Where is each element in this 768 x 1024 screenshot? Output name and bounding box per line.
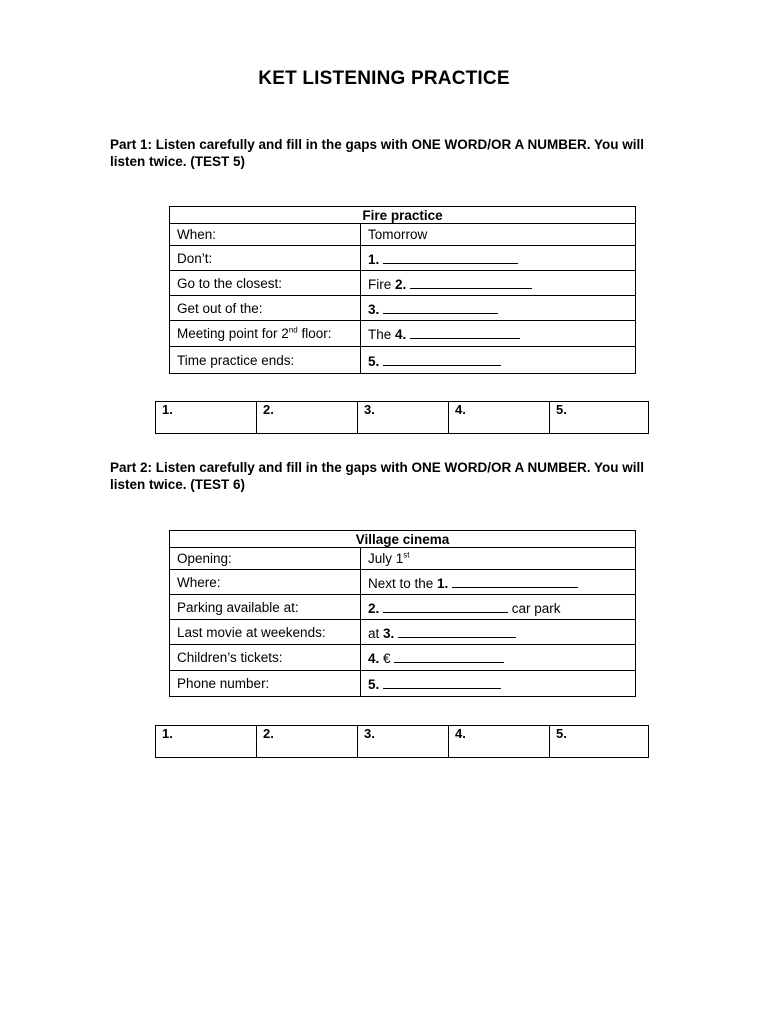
row-prefix: The <box>368 327 396 342</box>
answer-blank[interactable] <box>410 325 520 339</box>
row-value <box>361 570 636 595</box>
row-label-main: Meeting point for 2 <box>177 326 289 341</box>
answer-blank[interactable] <box>383 675 501 689</box>
gap-number: 1. <box>437 575 449 591</box>
part1-answer-table <box>155 401 649 434</box>
gap-number: 2. <box>368 600 380 616</box>
answer-cell[interactable]: 2. <box>257 726 358 758</box>
row-value <box>361 671 636 697</box>
gap-number: 1. <box>368 251 380 267</box>
part2-instructions: Part 2: Listen carefully and fill in the gaps with ONE WORD/OR A NUMBER. You will listen twice. (TEST 6) <box>110 460 645 492</box>
answer-blank[interactable] <box>410 275 532 289</box>
answer-cell[interactable]: 5. <box>550 726 649 758</box>
page-title: KET LISTENING PRACTICE <box>258 68 510 89</box>
row-label: Go to the closest: <box>170 271 361 296</box>
fire-practice-table <box>169 206 636 374</box>
part1-instructions: Part 1: Listen carefully and fill in the gaps with ONE WORD/OR A NUMBER. You will listen twice. (TEST 5) <box>110 137 645 169</box>
row-label: Children’s tickets: <box>170 645 361 671</box>
part2-answer-table <box>155 725 649 758</box>
answer-blank[interactable] <box>452 574 578 588</box>
answer-blank[interactable] <box>383 599 508 613</box>
row-value <box>361 296 636 321</box>
gap-number: 5. <box>368 677 380 692</box>
answer-blank[interactable] <box>383 250 518 264</box>
row-label: Opening: <box>170 548 361 570</box>
answer-cell[interactable]: 1. <box>156 726 257 758</box>
row-value <box>361 246 636 271</box>
ordinal-suffix: nd <box>288 325 298 335</box>
currency-symbol: € <box>383 651 391 666</box>
row-label: Where: <box>170 570 361 595</box>
answer-cell[interactable]: 5. <box>550 402 649 434</box>
row-label <box>170 321 361 347</box>
row-suffix: car park <box>508 600 561 616</box>
row-value <box>361 595 636 620</box>
row-value <box>361 548 636 570</box>
answer-blank[interactable] <box>394 649 504 663</box>
answer-cell[interactable]: 4. <box>449 402 550 434</box>
answer-cell[interactable]: 4. <box>449 726 550 758</box>
row-value <box>361 620 636 645</box>
row-prefix: Fire <box>368 276 395 292</box>
row-value-main: July 1 <box>368 551 404 566</box>
row-label: Last movie at weekends: <box>170 620 361 645</box>
row-value <box>361 271 636 296</box>
answer-cell[interactable]: 3. <box>358 402 449 434</box>
row-label: Don’t: <box>170 246 361 271</box>
row-label-end: floor: <box>297 326 332 341</box>
village-cinema-table <box>169 530 636 697</box>
row-value <box>361 645 636 671</box>
row-label: When: <box>170 224 361 246</box>
table-title: Fire practice <box>170 207 636 224</box>
row-value <box>361 347 636 374</box>
row-label: Phone number: <box>170 671 361 697</box>
gap-number: 2. <box>395 276 407 292</box>
gap-number: 3. <box>383 625 395 641</box>
answer-blank[interactable] <box>383 352 501 366</box>
gap-number: 4. <box>368 651 380 666</box>
table-title: Village cinema <box>170 531 636 548</box>
row-value: Tomorrow <box>361 224 636 246</box>
answer-cell[interactable]: 1. <box>156 402 257 434</box>
row-prefix: at <box>368 625 384 641</box>
ordinal-suffix: st <box>403 550 410 560</box>
row-value <box>361 321 636 347</box>
answer-blank[interactable] <box>398 624 516 638</box>
gap-number: 3. <box>368 301 380 317</box>
answer-cell[interactable]: 2. <box>257 402 358 434</box>
answer-cell[interactable]: 3. <box>358 726 449 758</box>
row-label: Parking available at: <box>170 595 361 620</box>
gap-number: 5. <box>368 353 380 369</box>
row-label: Get out of the: <box>170 296 361 321</box>
row-prefix: Next to the <box>368 575 438 591</box>
answer-blank[interactable] <box>383 300 498 314</box>
gap-number: 4. <box>395 327 407 342</box>
row-label: Time practice ends: <box>170 347 361 374</box>
